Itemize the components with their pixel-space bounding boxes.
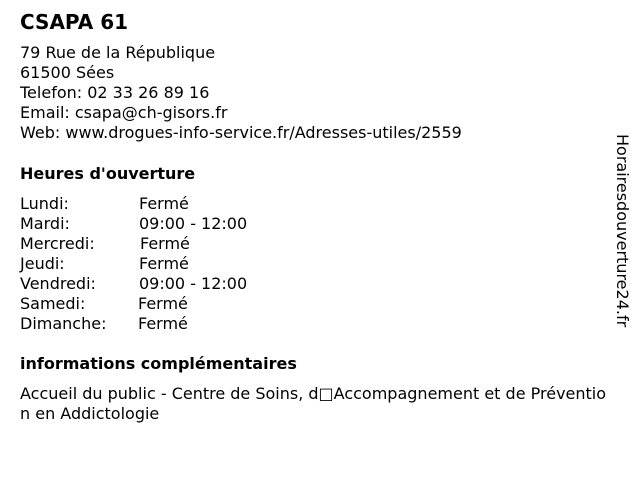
website-url: Web: www.drogues-info-service.fr/Adresses-utiles/2559: [20, 123, 462, 142]
address-block: [20, 43, 462, 143]
day-hours: Fermé: [138, 294, 188, 313]
day-hours: 09:00 - 12:00: [139, 214, 248, 233]
additional-info-heading: informations complémentaires: [20, 354, 297, 373]
day-label: Dimanche:: [20, 314, 107, 333]
day-hours: Fermé: [139, 194, 189, 213]
day-hours: Fermé: [139, 254, 189, 273]
city-address: 61500 Sées: [20, 63, 115, 82]
day-label: Jeudi:: [20, 254, 65, 273]
day-label: Vendredi:: [20, 274, 96, 293]
day-label: Lundi:: [20, 194, 69, 213]
phone-number: Telefon: 02 33 26 89 16: [20, 83, 210, 102]
day-label: Mercredi:: [20, 234, 95, 253]
additional-info-text: Accueil du public - Centre de Soins, d□Accompagnement et de Prévention en Addictologie: [20, 384, 607, 423]
opening-hours-heading: Heures d'ouverture: [20, 164, 196, 183]
day-label: Samedi:: [20, 294, 86, 313]
street-address: 79 Rue de la République: [20, 43, 216, 62]
day-label: Mardi:: [20, 214, 70, 233]
page-title: CSAPA 61: [20, 10, 129, 34]
day-hours: Fermé: [138, 314, 188, 333]
day-hours: Fermé: [140, 234, 190, 253]
email-address: Email: csapa@ch-gisors.fr: [20, 103, 228, 122]
day-hours: 09:00 - 12:00: [139, 274, 248, 293]
watermark: Horairesdouverture24.fr: [613, 134, 632, 328]
